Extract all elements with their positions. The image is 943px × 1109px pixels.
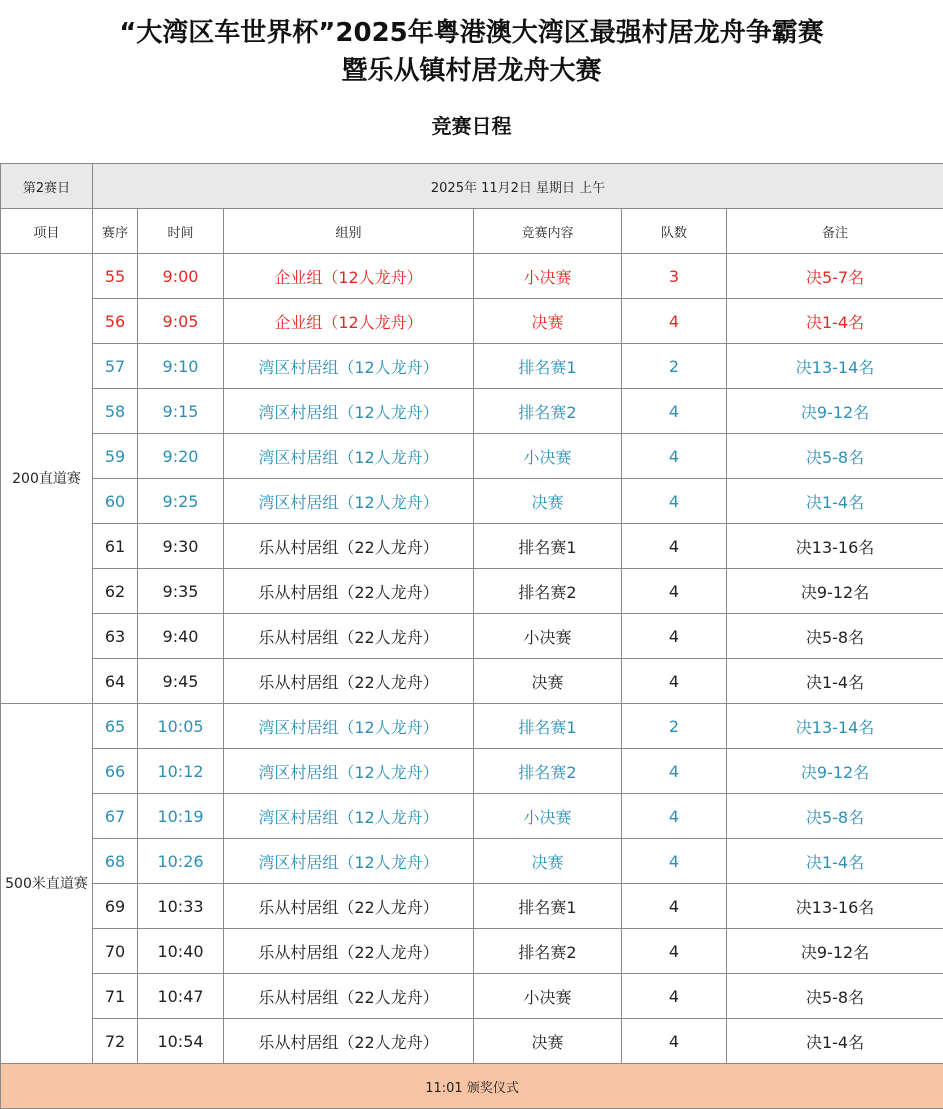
award-ceremony-row — [1, 1064, 943, 1109]
cell-seq: 71 — [93, 974, 138, 1019]
column-header-time: 时间 — [138, 209, 224, 254]
table-row — [1, 659, 943, 704]
cell-time: 10:40 — [138, 929, 224, 974]
table-row — [1, 839, 943, 884]
title-line-2: 暨乐从镇村居龙舟大赛 — [341, 56, 602, 86]
cell-content: 排名赛2 — [474, 389, 622, 434]
cell-time: 10:54 — [138, 1019, 224, 1064]
cell-group: 湾区村居组（12人龙舟） — [224, 434, 474, 479]
cell-content: 决赛 — [474, 479, 622, 524]
cell-content: 排名赛1 — [474, 884, 622, 929]
cell-content: 决赛 — [474, 839, 622, 884]
table-row — [1, 749, 943, 794]
column-header-teams: 队数 — [622, 209, 727, 254]
cell-seq: 57 — [93, 344, 138, 389]
cell-note: 决5-8名 — [727, 974, 943, 1019]
cell-teams: 4 — [622, 479, 727, 524]
table-row — [1, 389, 943, 434]
cell-content: 小决赛 — [474, 614, 622, 659]
cell-teams: 4 — [622, 1019, 727, 1064]
cell-content: 决赛 — [474, 299, 622, 344]
cell-note: 决9-12名 — [727, 749, 943, 794]
date-text: 2025年 11月2日 星期日 上午 — [93, 164, 943, 209]
cell-teams: 4 — [622, 659, 727, 704]
cell-note: 决13-16名 — [727, 524, 943, 569]
cell-seq: 70 — [93, 929, 138, 974]
cell-content: 小决赛 — [474, 974, 622, 1019]
table-row — [1, 434, 943, 479]
cell-content: 排名赛2 — [474, 929, 622, 974]
column-header-group: 组别 — [224, 209, 474, 254]
column-header-content: 竞赛内容 — [474, 209, 622, 254]
section-label: 500米直道赛 — [1, 704, 93, 1064]
cell-time: 9:45 — [138, 659, 224, 704]
cell-seq: 69 — [93, 884, 138, 929]
table-row — [1, 299, 943, 344]
column-header-seq: 赛序 — [93, 209, 138, 254]
cell-note: 决1-4名 — [727, 659, 943, 704]
cell-time: 10:05 — [138, 704, 224, 749]
cell-group: 乐从村居组（22人龙舟） — [224, 929, 474, 974]
table-row — [1, 614, 943, 659]
cell-time: 9:10 — [138, 344, 224, 389]
cell-content: 小决赛 — [474, 794, 622, 839]
award-ceremony-text: 11:01 颁奖仪式 — [1, 1064, 943, 1109]
cell-teams: 2 — [622, 344, 727, 389]
cell-time: 9:15 — [138, 389, 224, 434]
cell-time: 10:26 — [138, 839, 224, 884]
cell-group: 乐从村居组（22人龙舟） — [224, 974, 474, 1019]
table-row — [1, 479, 943, 524]
cell-content: 排名赛1 — [474, 524, 622, 569]
cell-teams: 4 — [622, 434, 727, 479]
table-row — [1, 524, 943, 569]
table-row — [1, 794, 943, 839]
cell-content: 小决赛 — [474, 254, 622, 299]
cell-note: 决9-12名 — [727, 389, 943, 434]
cell-seq: 58 — [93, 389, 138, 434]
cell-seq: 55 — [93, 254, 138, 299]
cell-seq: 72 — [93, 1019, 138, 1064]
cell-seq: 64 — [93, 659, 138, 704]
table-row — [1, 569, 943, 614]
column-header-row — [1, 209, 943, 254]
cell-group: 乐从村居组（22人龙舟） — [224, 524, 474, 569]
table-row — [1, 929, 943, 974]
cell-note: 决5-8名 — [727, 434, 943, 479]
cell-note: 决1-4名 — [727, 299, 943, 344]
cell-group: 湾区村居组（12人龙舟） — [224, 389, 474, 434]
cell-content: 决赛 — [474, 1019, 622, 1064]
cell-seq: 63 — [93, 614, 138, 659]
cell-teams: 4 — [622, 884, 727, 929]
cell-content: 决赛 — [474, 659, 622, 704]
cell-group: 湾区村居组（12人龙舟） — [224, 839, 474, 884]
table-row — [1, 974, 943, 1019]
cell-seq: 62 — [93, 569, 138, 614]
section-label: 200直道赛 — [1, 254, 93, 704]
cell-time: 9:20 — [138, 434, 224, 479]
cell-time: 9:05 — [138, 299, 224, 344]
title-line-1: “大湾区车世界杯”2025年粤港澳大湾区最强村居龙舟争霸赛 — [119, 18, 824, 48]
cell-note: 决1-4名 — [727, 479, 943, 524]
cell-teams: 4 — [622, 569, 727, 614]
cell-group: 湾区村居组（12人龙舟） — [224, 479, 474, 524]
page-subtitle: 竞赛日程 — [431, 114, 512, 138]
cell-note: 决13-16名 — [727, 884, 943, 929]
column-header-note: 备注 — [727, 209, 943, 254]
cell-teams: 4 — [622, 929, 727, 974]
cell-note: 决5-8名 — [727, 614, 943, 659]
cell-content: 小决赛 — [474, 434, 622, 479]
cell-teams: 4 — [622, 794, 727, 839]
schedule-body — [1, 164, 943, 1064]
cell-group: 湾区村居组（12人龙舟） — [224, 749, 474, 794]
cell-group: 乐从村居组（22人龙舟） — [224, 569, 474, 614]
cell-teams: 4 — [622, 974, 727, 1019]
cell-seq: 68 — [93, 839, 138, 884]
cell-group: 湾区村居组（12人龙舟） — [224, 794, 474, 839]
cell-note: 决13-14名 — [727, 704, 943, 749]
cell-seq: 59 — [93, 434, 138, 479]
cell-time: 10:12 — [138, 749, 224, 794]
cell-teams: 3 — [622, 254, 727, 299]
schedule-table — [0, 163, 943, 1109]
cell-content: 排名赛1 — [474, 704, 622, 749]
cell-content: 排名赛2 — [474, 749, 622, 794]
cell-time: 10:19 — [138, 794, 224, 839]
cell-teams: 4 — [622, 389, 727, 434]
cell-seq: 67 — [93, 794, 138, 839]
cell-time: 9:00 — [138, 254, 224, 299]
cell-group: 乐从村居组（22人龙舟） — [224, 659, 474, 704]
page-title — [0, 14, 943, 90]
cell-teams: 2 — [622, 704, 727, 749]
cell-time: 9:35 — [138, 569, 224, 614]
cell-group: 乐从村居组（22人龙舟） — [224, 1019, 474, 1064]
day-banner-row — [1, 164, 943, 209]
cell-note: 决5-7名 — [727, 254, 943, 299]
cell-group: 湾区村居组（12人龙舟） — [224, 344, 474, 389]
cell-note: 决9-12名 — [727, 929, 943, 974]
cell-time: 9:30 — [138, 524, 224, 569]
cell-time: 9:40 — [138, 614, 224, 659]
cell-seq: 56 — [93, 299, 138, 344]
cell-note: 决5-8名 — [727, 794, 943, 839]
cell-group: 湾区村居组（12人龙舟） — [224, 704, 474, 749]
table-row — [1, 884, 943, 929]
cell-time: 10:33 — [138, 884, 224, 929]
cell-note: 决9-12名 — [727, 569, 943, 614]
cell-seq: 60 — [93, 479, 138, 524]
cell-teams: 4 — [622, 839, 727, 884]
cell-teams: 4 — [622, 614, 727, 659]
cell-seq: 66 — [93, 749, 138, 794]
cell-note: 决1-4名 — [727, 1019, 943, 1064]
cell-note: 决1-4名 — [727, 839, 943, 884]
table-row — [1, 344, 943, 389]
cell-group: 乐从村居组（22人龙舟） — [224, 614, 474, 659]
cell-time: 10:47 — [138, 974, 224, 1019]
table-row — [1, 1019, 943, 1064]
cell-content: 排名赛2 — [474, 569, 622, 614]
cell-group: 企业组（12人龙舟） — [224, 299, 474, 344]
cell-note: 决13-14名 — [727, 344, 943, 389]
table-row — [1, 254, 943, 299]
cell-seq: 61 — [93, 524, 138, 569]
cell-teams: 4 — [622, 749, 727, 794]
column-header-event: 项目 — [1, 209, 93, 254]
cell-teams: 4 — [622, 299, 727, 344]
cell-content: 排名赛1 — [474, 344, 622, 389]
cell-seq: 65 — [93, 704, 138, 749]
cell-group: 乐从村居组（22人龙舟） — [224, 884, 474, 929]
day-label: 第2赛日 — [1, 164, 93, 209]
cell-time: 9:25 — [138, 479, 224, 524]
cell-teams: 4 — [622, 524, 727, 569]
table-row — [1, 704, 943, 749]
cell-group: 企业组（12人龙舟） — [224, 254, 474, 299]
